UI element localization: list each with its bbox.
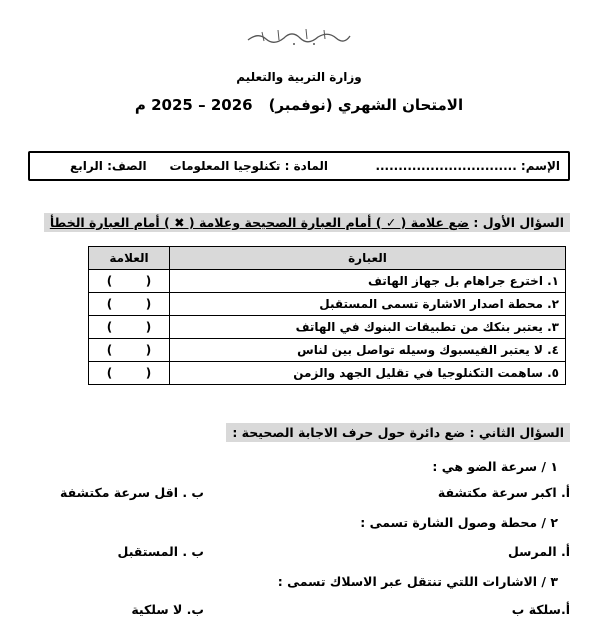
exam-title-line (0, 96, 598, 114)
question-2-heading: السؤال الثاني : ضع دائرة حول حرف الاجابة الصحيحة : (226, 423, 570, 442)
mcq-1-option-b[interactable]: ب . اقل سرعة مكتشفة (60, 485, 204, 500)
exam-year: 2026 – 2025 م (134, 96, 253, 114)
mcq-3-option-b[interactable]: ب. لا سلكية (131, 602, 204, 617)
statement-cell: ٣. يعتبر بنكك من تطبيقات البنوك في الهاتف (170, 316, 566, 339)
table-row (89, 316, 566, 339)
mcq-3-option-a[interactable]: أ.سلكة ب (511, 602, 570, 617)
table-row (89, 270, 566, 293)
student-info-box (28, 151, 570, 181)
mcq-question-3: ٣ / الاشارات اللتي تنتقل عبر الاسلاك تسمى : (277, 574, 558, 589)
mcq-2-option-b[interactable]: ب . المستقبل (117, 544, 204, 559)
ministry-title: وزارة التربية والتعليم (236, 70, 362, 84)
table-row (89, 362, 566, 385)
subject-label: المادة : تكنلوجيا المعلومات (169, 159, 328, 173)
statement-cell: ٥. ساهمت التكنلوجيا في تقليل الجهد والزمن (170, 362, 566, 385)
column-header-mark: العلامة (89, 247, 170, 270)
question-1-instruction: ضع علامة ( ✓ ) أمام العبارة الصحيحة وعلامة ( ✖ ) أمام العبارة الخطأ (49, 215, 470, 230)
mark-cell[interactable]: ( ) (89, 293, 170, 316)
statement-cell: ١. اخترع جراهام بل جهاز الهاتف (170, 270, 566, 293)
mark-cell[interactable]: ( ) (89, 316, 170, 339)
exam-title: الامتحان الشهري (نوفمبر) (268, 96, 464, 114)
mcq-question-1: ١ / سرعة الضو هي : (432, 459, 558, 474)
mark-cell[interactable]: ( ) (89, 270, 170, 293)
table-row (89, 293, 566, 316)
question-1-heading (44, 213, 570, 232)
student-name-field[interactable]: الإسم: ............................... (375, 159, 560, 173)
mcq-question-2: ٢ / محطة وصول الشارة تسمى : (360, 515, 558, 530)
statement-cell: ٢. محطة اصدار الاشارة تسمى المستقبل (170, 293, 566, 316)
mcq-2-option-a[interactable]: أ. المرسل (508, 544, 570, 559)
grade-label: الصف: الرابع (70, 159, 147, 173)
column-header-statement: العبارة (170, 247, 566, 270)
question-1-label: السؤال الأول : (473, 215, 564, 230)
mark-cell[interactable]: ( ) (89, 362, 170, 385)
basmala-logo (244, 24, 354, 48)
mark-cell[interactable]: ( ) (89, 339, 170, 362)
true-false-table (88, 246, 566, 385)
statement-cell: ٤. لا يعتبر الفيسبوك وسيله تواصل بين لناس (170, 339, 566, 362)
mcq-1-option-a[interactable]: أ. اكبر سرعة مكتشفة (437, 485, 570, 500)
table-row (89, 339, 566, 362)
